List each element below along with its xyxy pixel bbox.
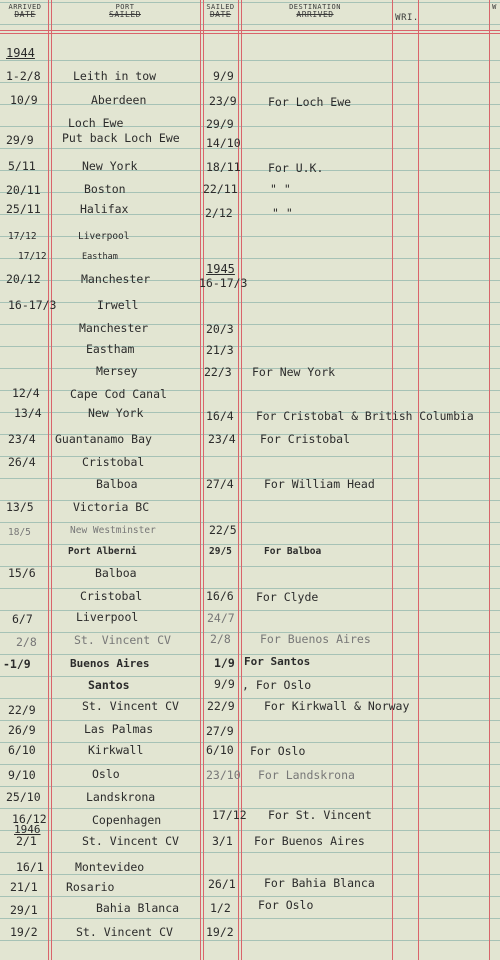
port-name: Cristobal — [82, 455, 145, 469]
arrived-date: 1-2/8 — [6, 69, 41, 83]
sailed-date: 6/10 — [206, 743, 234, 757]
port-name: Cristobal — [80, 589, 143, 603]
sailed-date: 16/4 — [206, 409, 234, 423]
port-name: Mersey — [96, 364, 138, 378]
destination: For Kirkwall & Norway — [264, 699, 410, 713]
port-name: Santos — [88, 678, 130, 692]
column-line — [489, 0, 490, 960]
sailed-date: 9/9 — [214, 677, 235, 691]
port-name: Landskrona — [86, 790, 156, 804]
sailed-date: 18/11 — [206, 160, 241, 174]
column-line — [200, 0, 201, 960]
port-name: Rosario — [66, 880, 115, 894]
column-line — [48, 0, 49, 960]
header-arrived-struck: ARRIVED — [296, 10, 334, 19]
arrived-date: 29/1 — [10, 903, 38, 917]
arrived-date: 2/8 — [16, 635, 37, 649]
port-name: Oslo — [92, 767, 120, 781]
port-name: Buenos Aires — [70, 657, 150, 670]
port-name: Liverpool — [76, 610, 139, 624]
header-rule-double — [0, 33, 500, 34]
year-1946: 1946 — [14, 823, 41, 836]
sailed-date: 9/9 — [213, 69, 234, 83]
port-name: Halifax — [80, 202, 129, 216]
destination: For Oslo — [258, 898, 314, 912]
port-name: Kirkwall — [88, 743, 144, 757]
arrived-date: 16/1 — [16, 860, 44, 874]
sailed-date: 27/4 — [206, 477, 234, 491]
arrived-date: 6/7 — [12, 612, 33, 626]
port-name: New York — [88, 406, 144, 420]
arrived-date: 29/9 — [6, 133, 34, 147]
sailed-date: 16-17/3 — [199, 276, 248, 290]
column-line — [392, 0, 393, 960]
arrived-date: 9/10 — [8, 768, 36, 782]
destination: For U.K. — [268, 161, 324, 175]
arrived-date: 20/11 — [6, 183, 41, 197]
destination: For New York — [252, 365, 336, 379]
arrived-date: 15/6 — [8, 566, 36, 580]
header-cut: W — [492, 3, 497, 11]
destination: For St. Vincent — [268, 808, 372, 822]
destination: , For Oslo — [242, 678, 312, 692]
arrived-date: 5/11 — [8, 159, 36, 173]
header-sailed-label: SAILED — [206, 3, 235, 11]
sailed-date: 14/10 — [206, 136, 241, 150]
arrived-date: -1/9 — [3, 657, 31, 671]
header-arrived-label: ARRIVED — [8, 3, 42, 11]
port-name: St. Vincent CV — [76, 925, 173, 939]
sailed-date: 22/3 — [204, 365, 232, 379]
port-name: Bahia Blanca — [96, 901, 180, 915]
arrived-date: 13/4 — [14, 406, 42, 420]
header-arrived-date — [3, 3, 47, 19]
port-name: Montevideo — [75, 860, 145, 874]
port-name: Eastham — [82, 252, 118, 262]
destination: For William Head — [264, 477, 375, 491]
arrived-date: 17/12 — [8, 231, 37, 242]
header-port-label: PORT — [115, 3, 135, 11]
destination: For Bahia Blanca — [264, 876, 375, 890]
port-name: St. Vincent CV — [82, 834, 179, 848]
sailed-date: 2/12 — [205, 206, 233, 220]
header-wri: WRI. — [395, 13, 419, 23]
sailed-date: 20/3 — [206, 322, 234, 336]
port-name: Guantanamo Bay — [55, 432, 152, 446]
sailed-date: 24/7 — [207, 611, 235, 625]
arrived-date: 26/9 — [8, 723, 36, 737]
port-name: St. Vincent CV — [74, 633, 171, 647]
arrived-date: 12/4 — [12, 386, 40, 400]
destination: For Cristobal — [260, 432, 351, 446]
arrived-date: 20/12 — [6, 272, 41, 286]
destination: For Oslo — [250, 744, 306, 758]
sailed-date: 23/9 — [209, 94, 237, 108]
port-name: Put back Loch Ewe — [62, 131, 180, 145]
destination: For Buenos Aires — [254, 834, 365, 848]
arrived-date: 16-17/3 — [8, 298, 57, 312]
arrived-date: 17/12 — [18, 251, 47, 262]
destination: For Santos — [244, 655, 311, 668]
sailed-date: 21/3 — [206, 343, 234, 357]
sailed-date: 29/9 — [206, 117, 234, 131]
arrived-date: 25/10 — [6, 790, 41, 804]
header-rule — [0, 30, 500, 31]
port-name: Aberdeen — [91, 93, 147, 107]
column-line — [51, 0, 52, 960]
arrived-date: 26/4 — [8, 455, 36, 469]
header-sailed-date — [203, 3, 238, 19]
arrived-date: 16/12 — [12, 812, 47, 826]
arrived-date: 10/9 — [10, 93, 38, 107]
sailed-date: 16/6 — [206, 589, 234, 603]
sailed-date: 27/9 — [206, 724, 234, 738]
arrived-date: 19/2 — [10, 925, 38, 939]
destination: For Cristobal & British Columbia — [256, 410, 474, 423]
port-name: Leith in tow — [73, 69, 157, 83]
destination: For Buenos Aires — [260, 632, 371, 646]
sailed-date: 1/9 — [214, 656, 235, 670]
port-name: Manchester — [79, 321, 149, 335]
destination: For Landskrona — [258, 768, 355, 782]
port-name: Balboa — [96, 477, 138, 491]
port-name: Liverpool — [78, 231, 130, 242]
port-name: Copenhagen — [92, 813, 162, 827]
port-name: Loch Ewe — [68, 116, 124, 130]
destination: For Balboa — [264, 546, 322, 557]
header-sailed-struck: SAILED — [109, 10, 141, 19]
port-name: Eastham — [86, 342, 135, 356]
header-date-struck: DATE — [209, 10, 232, 19]
port-name: Cape Cod Canal — [70, 387, 167, 401]
port-name: New York — [82, 159, 138, 173]
port-name: Port Alberni — [68, 546, 137, 557]
arrived-date: 13/5 — [6, 500, 34, 514]
header-destination-label: DESTINATION — [289, 3, 341, 11]
port-name: Victoria BC — [73, 500, 150, 514]
destination: For Clyde — [256, 590, 319, 604]
arrived-date: 23/4 — [8, 432, 36, 446]
sailed-date: 23/10 — [206, 768, 241, 782]
port-name: Balboa — [95, 566, 137, 580]
destination: " " — [272, 206, 293, 220]
sailed-date: 19/2 — [206, 925, 234, 939]
arrived-date: 21/1 — [10, 880, 38, 894]
arrived-date: 6/10 — [8, 743, 36, 757]
sailed-date: 2/8 — [210, 632, 231, 646]
sailed-date: 3/1 — [212, 834, 233, 848]
sailed-date: 29/5 — [209, 546, 232, 557]
header-port — [60, 3, 190, 19]
sailed-date: 17/12 — [212, 808, 247, 822]
port-name: Irwell — [97, 298, 139, 312]
arrived-date: 2/1 — [16, 834, 37, 848]
sailed-date: 22/5 — [209, 523, 237, 537]
sailed-date: 22/11 — [203, 182, 238, 196]
arrived-date: 18/5 — [8, 527, 31, 538]
year-1945: 1945 — [206, 262, 235, 276]
sailed-date: 22/9 — [207, 699, 235, 713]
port-name: Las Palmas — [84, 722, 154, 736]
sailed-date: 23/4 — [208, 432, 236, 446]
port-name: St. Vincent CV — [82, 699, 179, 713]
destination: For Loch Ewe — [268, 95, 352, 109]
arrived-date: 22/9 — [8, 703, 36, 717]
header-destination — [250, 3, 380, 19]
column-line — [203, 0, 204, 960]
port-name: Boston — [84, 182, 126, 196]
port-name: Manchester — [81, 272, 151, 286]
port-name: New Westminster — [70, 525, 156, 536]
column-line — [418, 0, 419, 960]
sailed-date: 26/1 — [208, 877, 236, 891]
arrived-date: 25/11 — [6, 202, 41, 216]
sailed-date: 1/2 — [210, 901, 231, 915]
year-1944: 1944 — [6, 46, 35, 60]
header-date-struck: DATE — [14, 10, 36, 19]
destination: " " — [270, 182, 291, 196]
